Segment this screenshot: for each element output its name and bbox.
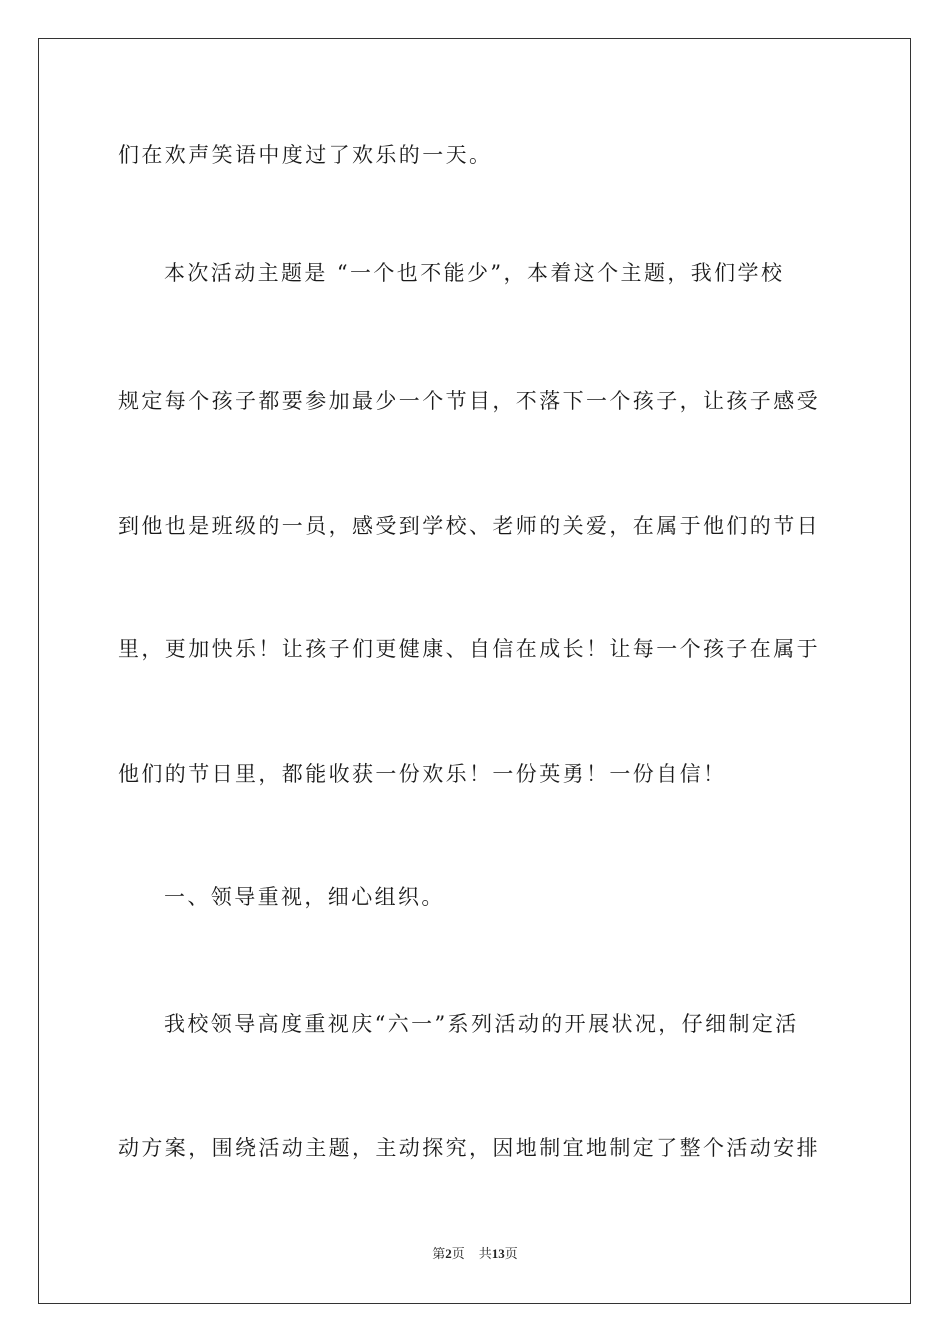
footer-total-pages: 13 [491, 1246, 505, 1261]
body-line-5: 里，更加快乐！让孩子们更健康、自信在成长！让每一个孩子在属于 [118, 637, 820, 661]
footer-total-prefix: 共 [478, 1246, 492, 1261]
body-line-4: 到他也是班级的一员，感受到学校、老师的关爱，在属于他们的节日 [118, 514, 820, 538]
footer-page-suffix: 页 [451, 1246, 465, 1261]
body-line-8: 我校领导高度重视庆“六一”系列活动的开展状况，仔细制定活 [164, 1012, 799, 1036]
body-line-6: 他们的节日里，都能收获一份欢乐！一份英勇！一份自信！ [118, 762, 727, 786]
body-line-1: 们在欢声笑语中度过了欢乐的一天。 [118, 143, 493, 167]
page-border [38, 38, 911, 1304]
footer-total-suffix: 页 [504, 1246, 518, 1261]
body-line-9: 动方案，围绕活动主题，主动探究，因地制宜地制定了整个活动安排 [118, 1136, 820, 1160]
section-heading: 一、领导重视，细心组织。 [164, 885, 445, 909]
footer-page-number: 2 [445, 1246, 452, 1261]
footer-page-prefix: 第 [432, 1246, 446, 1261]
body-line-2: 本次活动主题是 “一个也不能少”，本着这个主题，我们学校 [164, 261, 785, 285]
body-line-3: 规定每个孩子都要参加最少一个节目，不落下一个孩子，让孩子感受 [118, 389, 820, 413]
page-footer [0, 1245, 950, 1263]
